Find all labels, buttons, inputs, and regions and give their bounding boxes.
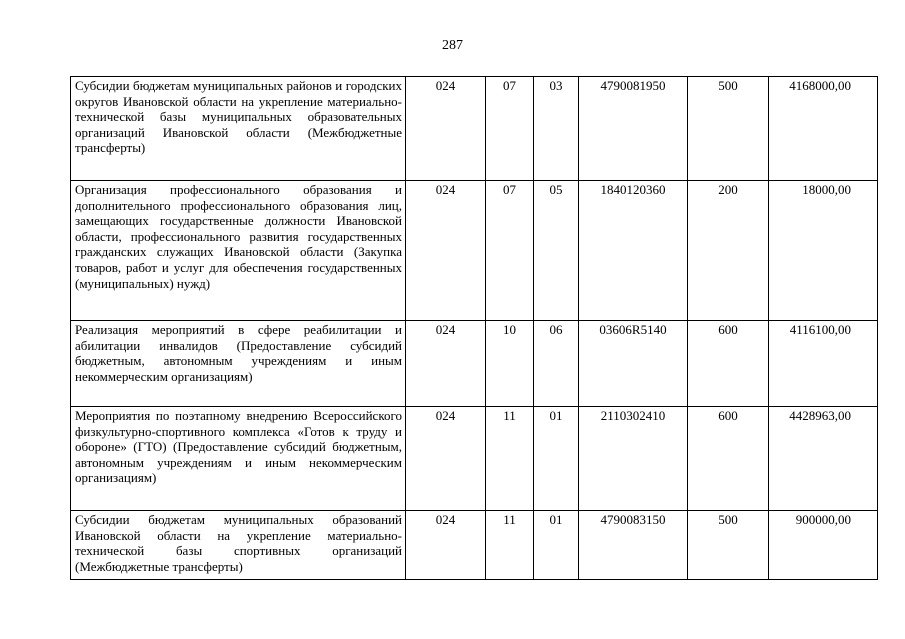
page-number: 287 — [442, 38, 463, 53]
expense-type-cell: 200 — [688, 181, 769, 321]
target-article-cell: 4790081950 — [579, 77, 688, 181]
section-code-cell: 11 — [486, 407, 534, 511]
expense-type-cell: 500 — [688, 77, 769, 181]
table-row — [71, 77, 878, 181]
expense-type-cell: 600 — [688, 321, 769, 407]
amount-cell: 4428963,00 — [769, 407, 878, 511]
section-code-cell: 07 — [486, 77, 534, 181]
ministry-code-cell: 024 — [406, 321, 486, 407]
ministry-code-cell: 024 — [406, 407, 486, 511]
target-article-cell: 03606R5140 — [579, 321, 688, 407]
target-article-cell: 4790083150 — [579, 511, 688, 580]
table-body — [71, 77, 878, 580]
subsection-code-cell: 05 — [534, 181, 579, 321]
description-cell: Субсидии бюджетам муниципальных образований Ивановской области на укрепление материально-технической базы спортивных организаций (Межбюджетные трансферты) — [71, 511, 406, 580]
description-cell: Организация профессионального образования и дополнительного профессионального образования лиц, замещающих государственные должности Ивановской области, профессионального развития государственных гражданских служащих Ивановской области (Закупка товаров, работ и услуг для обеспечения государственных (муниципальных) нужд) — [71, 181, 406, 321]
description-cell: Реализация мероприятий в сфере реабилитации и абилитации инвалидов (Предоставление субсидий бюджетным, автономным учреждениям и иным некоммерческим организациям) — [71, 321, 406, 407]
section-code-cell: 11 — [486, 511, 534, 580]
section-code-cell: 10 — [486, 321, 534, 407]
ministry-code-cell: 024 — [406, 181, 486, 321]
ministry-code-cell: 024 — [406, 77, 486, 181]
table-row — [71, 181, 878, 321]
subsection-code-cell: 01 — [534, 407, 579, 511]
target-article-cell: 2110302410 — [579, 407, 688, 511]
table-row — [71, 407, 878, 511]
section-code-cell: 07 — [486, 181, 534, 321]
table-row — [71, 321, 878, 407]
description-cell: Мероприятия по поэтапному внедрению Всероссийского физкультурно-спортивного комплекса «Готов к труду и обороне» (ГТО) (Предоставление субсидий бюджетным, автономным учреждениям и иным некоммерческим организациям) — [71, 407, 406, 511]
subsection-code-cell: 01 — [534, 511, 579, 580]
subsection-code-cell: 03 — [534, 77, 579, 181]
expense-type-cell: 600 — [688, 407, 769, 511]
description-cell: Субсидии бюджетам муниципальных районов и городских округов Ивановской области на укрепление материально-технической базы муниципальных образовательных организаций Ивановской области (Межбюджетные трансферты) — [71, 77, 406, 181]
subsection-code-cell: 06 — [534, 321, 579, 407]
target-article-cell: 1840120360 — [579, 181, 688, 321]
budget-table — [70, 76, 878, 580]
amount-cell: 900000,00 — [769, 511, 878, 580]
ministry-code-cell: 024 — [406, 511, 486, 580]
amount-cell: 4116100,00 — [769, 321, 878, 407]
amount-cell: 4168000,00 — [769, 77, 878, 181]
amount-cell: 18000,00 — [769, 181, 878, 321]
expense-type-cell: 500 — [688, 511, 769, 580]
table-row — [71, 511, 878, 580]
